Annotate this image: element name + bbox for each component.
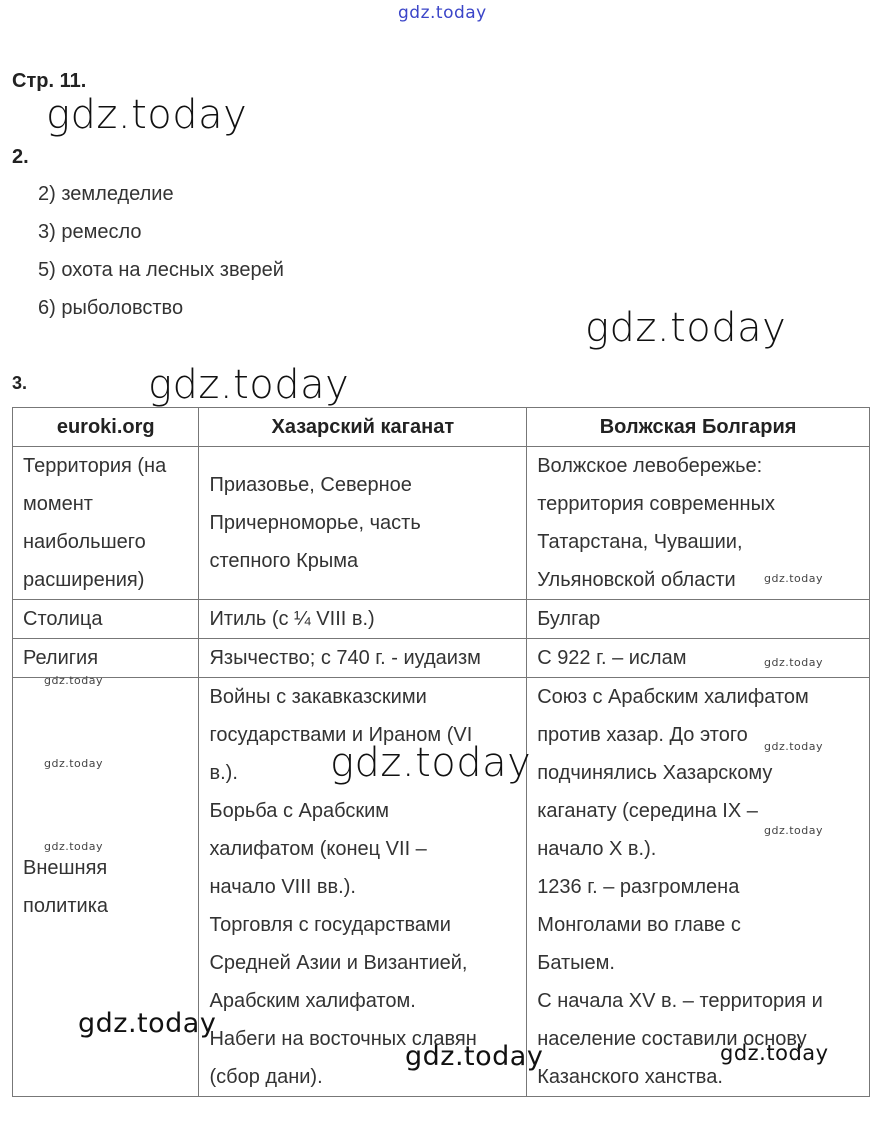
column-header: Хазарский каганат [199, 408, 527, 447]
list-item: 2) земледелие [38, 183, 174, 205]
watermark: gdz.today [764, 572, 824, 585]
task3-number: 3. [12, 373, 28, 393]
row-label: Столица [13, 600, 199, 639]
table-header-row [13, 408, 870, 447]
table-row [13, 447, 870, 600]
watermark: gdz.today [46, 92, 248, 138]
list-item: 6) рыболовство [38, 297, 184, 319]
watermark: gdz.today [330, 740, 532, 786]
column-header: Волжская Болгария [527, 408, 870, 447]
watermark: gdz.today [585, 305, 787, 351]
page-label: Стр. 11. [12, 70, 87, 92]
bulgaria-cell: Волжское левобережье: территория современных Татарстана, Чувашии, Ульяновской области [527, 447, 870, 600]
watermark: gdz.today [720, 1041, 829, 1065]
row-label: Внешняя политика [13, 678, 199, 1097]
column-header: euroki.org [13, 408, 199, 447]
khazar-cell: Войны с закавказскими государствами и Ираном (VI в.). Борьба с Арабским халифатом (конец VII – начало VIII вв.). Торговля с государствами Средней Азии и Византией, Арабским халифатом. Набеги на восточных славян (сбор дани). [199, 678, 527, 1097]
table-row [13, 600, 870, 639]
task2-number: 2. [12, 146, 29, 168]
watermark: gdz.today [148, 362, 350, 408]
watermark: gdz.today [44, 674, 104, 687]
khazar-cell: Язычество; с 740 г. - иудаизм [199, 639, 527, 678]
table-row [13, 639, 870, 678]
top-watermark: gdz.today [398, 3, 487, 23]
watermark: gdz.today [405, 1041, 544, 1072]
watermark: gdz.today [764, 824, 824, 837]
khazar-cell: Итиль (с ¼ VIII в.) [199, 600, 527, 639]
khazar-cell: Приазовье, Северное Причерноморье, часть степного Крыма [199, 447, 527, 600]
list-item: 5) охота на лесных зверей [38, 259, 284, 281]
bulgaria-cell: Союз с Арабским халифатом против хазар. До этого подчинялись Хазарскому каганату (середина IX – начало X в.). 1236 г. – разгромлена Монголами во главе с Батыем. С начала XV в. – территория и население составили основу Казанского ханства. [527, 678, 870, 1097]
list-item: 3) ремесло [38, 221, 142, 243]
row-label: Религия [13, 639, 199, 678]
watermark: gdz.today [44, 840, 104, 853]
watermark: gdz.today [764, 656, 824, 669]
watermark: gdz.today [78, 1008, 217, 1039]
bulgaria-cell: С 922 г. – ислам [527, 639, 870, 678]
row-label: Территория (на момент наибольшего расширения) [13, 447, 199, 600]
watermark: gdz.today [44, 757, 104, 770]
watermark: gdz.today [764, 740, 824, 753]
bulgaria-cell: Булгар [527, 600, 870, 639]
